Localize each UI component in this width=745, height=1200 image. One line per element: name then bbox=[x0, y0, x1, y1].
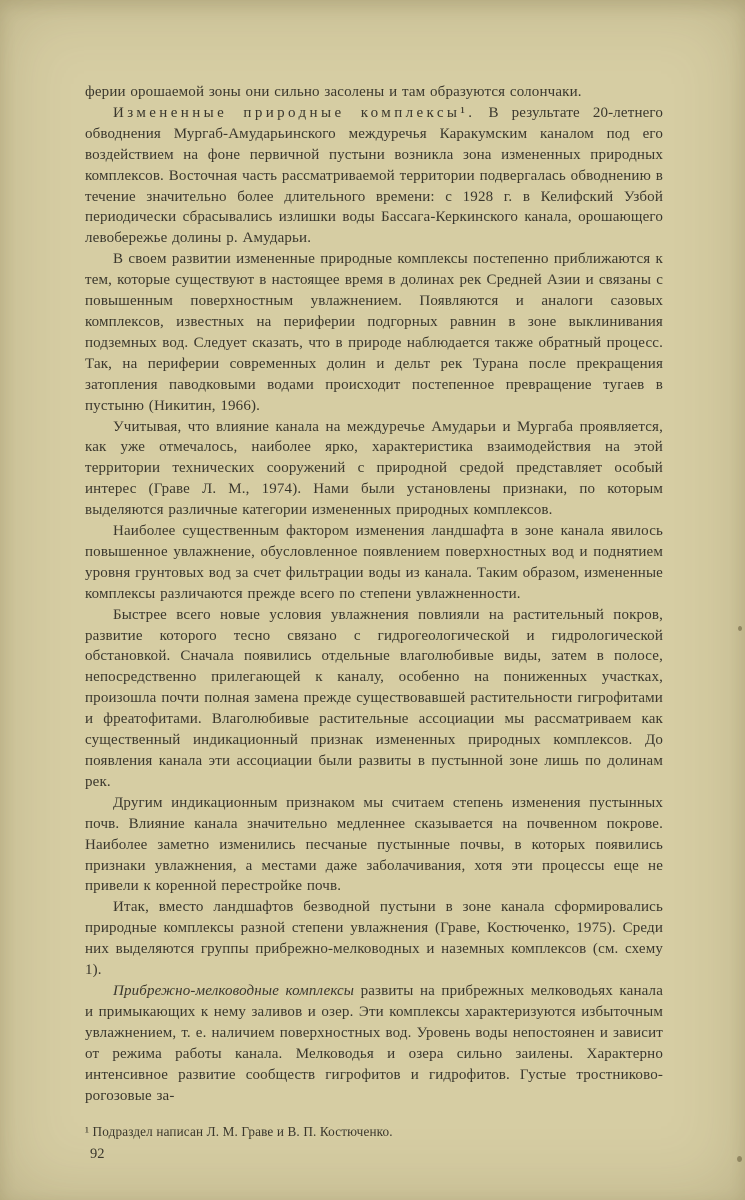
paragraph-text: В своем развитии измененные природные комплексы постепенно приближаются к тем, которые существуют в настоящее время в долинах рек Средней Азии и связаны с повышенным поверхностным увлажнением. Появляются и аналоги сазовых комплексов, известных на периферии подгорных равнин в зоне выклинивания подземных вод. Следует сказать, что в природе наблюдается также обратный процесс. Так, на периферии современных долин и дельт рек Турана после прекращения затопления паводковыми водами происходит постепенное превращение тугаев в пустыню (Никитин, 1966). bbox=[85, 251, 663, 414]
paragraph-text: Учитывая, что влияние канала на междуречье Амударьи и Мургаба проявляется, как уже отмечалось, наиболее ярко, характеристика взаимодействия на этой территории технических сооружений с природной средой представляет особый интерес (Граве Л. М., 1974). Нами были установлены признаки, по которым выделяются различные категории измененных природных комплексов. bbox=[85, 418, 663, 519]
paragraph bbox=[85, 605, 663, 793]
paragraph bbox=[85, 103, 663, 249]
page-number: 92 bbox=[90, 1146, 105, 1162]
paragraph-text: В результате 20-летнего обводнения Мургаб-Амударьинского междуречья Каракумским каналом под его воздействием на фоне первичной пустыни возникла зона измененных природных комплексов. Восточная часть рассматриваемой территории подвергалась обводнению в течение значительно более длительного времени: с 1928 г. в Келифский Узбой периодически сбрасывались излишки воды Бассага-Керкинского канала, орошающего левобережье долины р. Амударьи. bbox=[85, 104, 664, 247]
scan-speck bbox=[738, 626, 742, 631]
paragraph bbox=[85, 82, 663, 103]
paragraph-text: развиты на прибрежных мелководьях канала и примыкающих к нему заливов и озер. Эти комплексы характеризуются избыточным увлажнением, т. е. наличием поверхностных вод. Уровень воды непостоянен и зависит от режима работы канала. Мелководья и озера сильно заилены. Характерно интенсивное развитие сообществ гигрофитов и гидрофитов. Густые тростниково-рогозовые за- bbox=[85, 982, 664, 1104]
paragraph-text: Итак, вместо ландшафтов безводной пустыни в зоне канала сформировались природные комплексы разной степени увлажнения (Граве, Костюченко, 1975). Среди них выделяются группы прибрежно-мелководных и наземных комплексов (см. схему 1). bbox=[85, 899, 663, 979]
paragraph bbox=[85, 521, 663, 605]
paragraph bbox=[85, 249, 663, 416]
paragraph-text: Другим индикационным признаком мы считаем степень изменения пустынных почв. Влияние канала значительно медленнее сказывается на почвенном покрове. Наиболее заметно изменились песчаные пустынные почвы, в которых появились признаки увлажнения, а местами даже заболачивания, хотя эти процессы еще не привели к коренной перестройке почв. bbox=[85, 794, 663, 895]
paragraph bbox=[85, 981, 663, 1106]
paragraph bbox=[85, 793, 663, 898]
footnote-text: ¹ Подраздел написан Л. М. Граве и В. П. Костюченко. bbox=[85, 1124, 393, 1139]
paragraph bbox=[85, 897, 663, 981]
paragraph-text: Наиболее существенным фактором изменения ландшафта в зоне канала явилось повышенное увлажнение, обусловленное появлением поверхностных вод и поднятием уровня грунтовых вод за счет фильтрации воды из канала. Таким образом, измененные комплексы различаются прежде всего по степени увлажненности. bbox=[85, 523, 663, 602]
paragraph bbox=[85, 417, 663, 522]
scan-speck bbox=[737, 1156, 742, 1162]
paragraph-text: Быстрее всего новые условия увлажнения повлияли на растительный покров, развитие которого тесно связано с гидрогеологической и гидрологической обстановкой. Сначала появились отдельные влаголюбивые виды, затем в полосе, непосредственно прилегающей к каналу, особенно на пониженных участках, произошла почти полная замена прежде существовавшей растительности гигрофитами и фреатофитами. Влаголюбивые растительные ассоциации мы рассматриваем как существенный индикационный признак измененных природных комплексов. До появления канала эти ассоциации были развиты в пустынной зоне лишь по долинам рек. bbox=[85, 606, 663, 790]
page-text-block bbox=[85, 82, 663, 1106]
footnote bbox=[85, 1124, 663, 1140]
term-italic-lead: Прибрежно-мелководные комплексы bbox=[113, 982, 355, 999]
section-heading-inline: Измененные природные комплексы¹. bbox=[113, 104, 476, 121]
paragraph-text: ферии орошаемой зоны они сильно засолены и там образуются солончаки. bbox=[85, 84, 582, 100]
